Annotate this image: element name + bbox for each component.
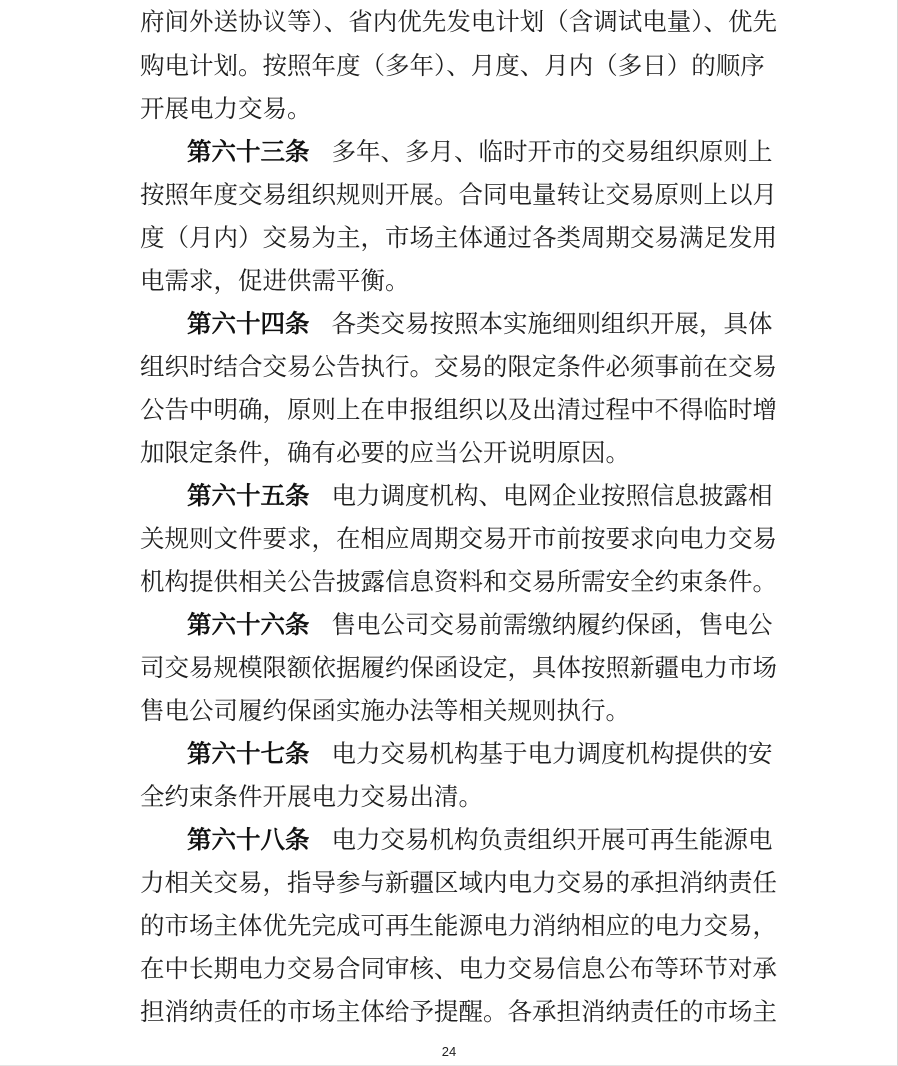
article-text: 多年、多月、临时开市的交易组织原则上 [331, 137, 773, 166]
article-68-line: 在中长期电力交易合同审核、电力交易信息公布等环节对承 [140, 954, 777, 983]
article-heading: 第六十八条 [187, 825, 310, 854]
article-63-line: 按照年度交易组织规则开展。合同电量转让交易原则上以月 [140, 180, 777, 209]
article-65-first-line [187, 478, 780, 514]
intro-line: 购电计划。按照年度（多年）、月度、月内（多日）的顺序 [140, 51, 765, 80]
article-64-line: 组织时结合交易公告执行。交易的限定条件必须事前在交易 [140, 352, 777, 381]
article-text: 电力交易机构负责组织开展可再生能源电 [331, 825, 773, 854]
article-heading: 第六十四条 [187, 309, 310, 338]
intro-line: 开展电力交易。 [140, 94, 312, 123]
article-68-line: 担消纳责任的市场主体给予提醒。各承担消纳责任的市场主 [140, 997, 777, 1026]
article-63-line: 度（月内）交易为主，市场主体通过各类周期交易满足发用 [140, 223, 777, 252]
article-68-first-line [187, 822, 780, 858]
intro-line: 府间外送协议等）、省内优先发电计划（含调试电量）、优先 [140, 7, 777, 36]
article-64-line: 公告中明确，原则上在申报组织以及出清过程中不得临时增 [140, 395, 777, 424]
article-65-line: 机构提供相关公告披露信息资料和交易所需安全约束条件。 [140, 567, 777, 596]
article-64-line: 加限定条件，确有必要的应当公开说明原因。 [140, 438, 630, 467]
article-68-line: 的市场主体优先完成可再生能源电力消纳相应的电力交易， [140, 911, 777, 940]
article-66-line: 售电公司履约保函实施办法等相关规则执行。 [140, 696, 630, 725]
article-text: 电力交易机构基于电力调度机构提供的安 [331, 739, 773, 768]
page-number: 24 [441, 1044, 457, 1059]
article-heading: 第六十五条 [187, 481, 310, 510]
article-68-line: 力相关交易，指导参与新疆区域内电力交易的承担消纳责任 [140, 868, 777, 897]
article-heading: 第六十七条 [187, 739, 310, 768]
article-67-first-line [187, 736, 780, 772]
article-66-first-line [187, 607, 780, 643]
article-63-first-line [187, 134, 780, 170]
article-67-line: 全约束条件开展电力交易出清。 [140, 782, 483, 811]
article-text: 各类交易按照本实施细则组织开展，具体 [331, 309, 773, 338]
article-text: 电力调度机构、电网企业按照信息披露相 [331, 481, 773, 510]
article-heading: 第六十六条 [187, 610, 310, 639]
article-64-first-line [187, 306, 780, 342]
article-66-line: 司交易规模限额依据履约保函设定，具体按照新疆电力市场 [140, 653, 777, 682]
article-65-line: 关规则文件要求，在相应周期交易开市前按要求向电力交易 [140, 524, 777, 553]
article-heading: 第六十三条 [187, 137, 310, 166]
article-63-line: 电需求，促进供需平衡。 [140, 266, 410, 295]
article-text: 售电公司交易前需缴纳履约保函，售电公 [331, 610, 773, 639]
